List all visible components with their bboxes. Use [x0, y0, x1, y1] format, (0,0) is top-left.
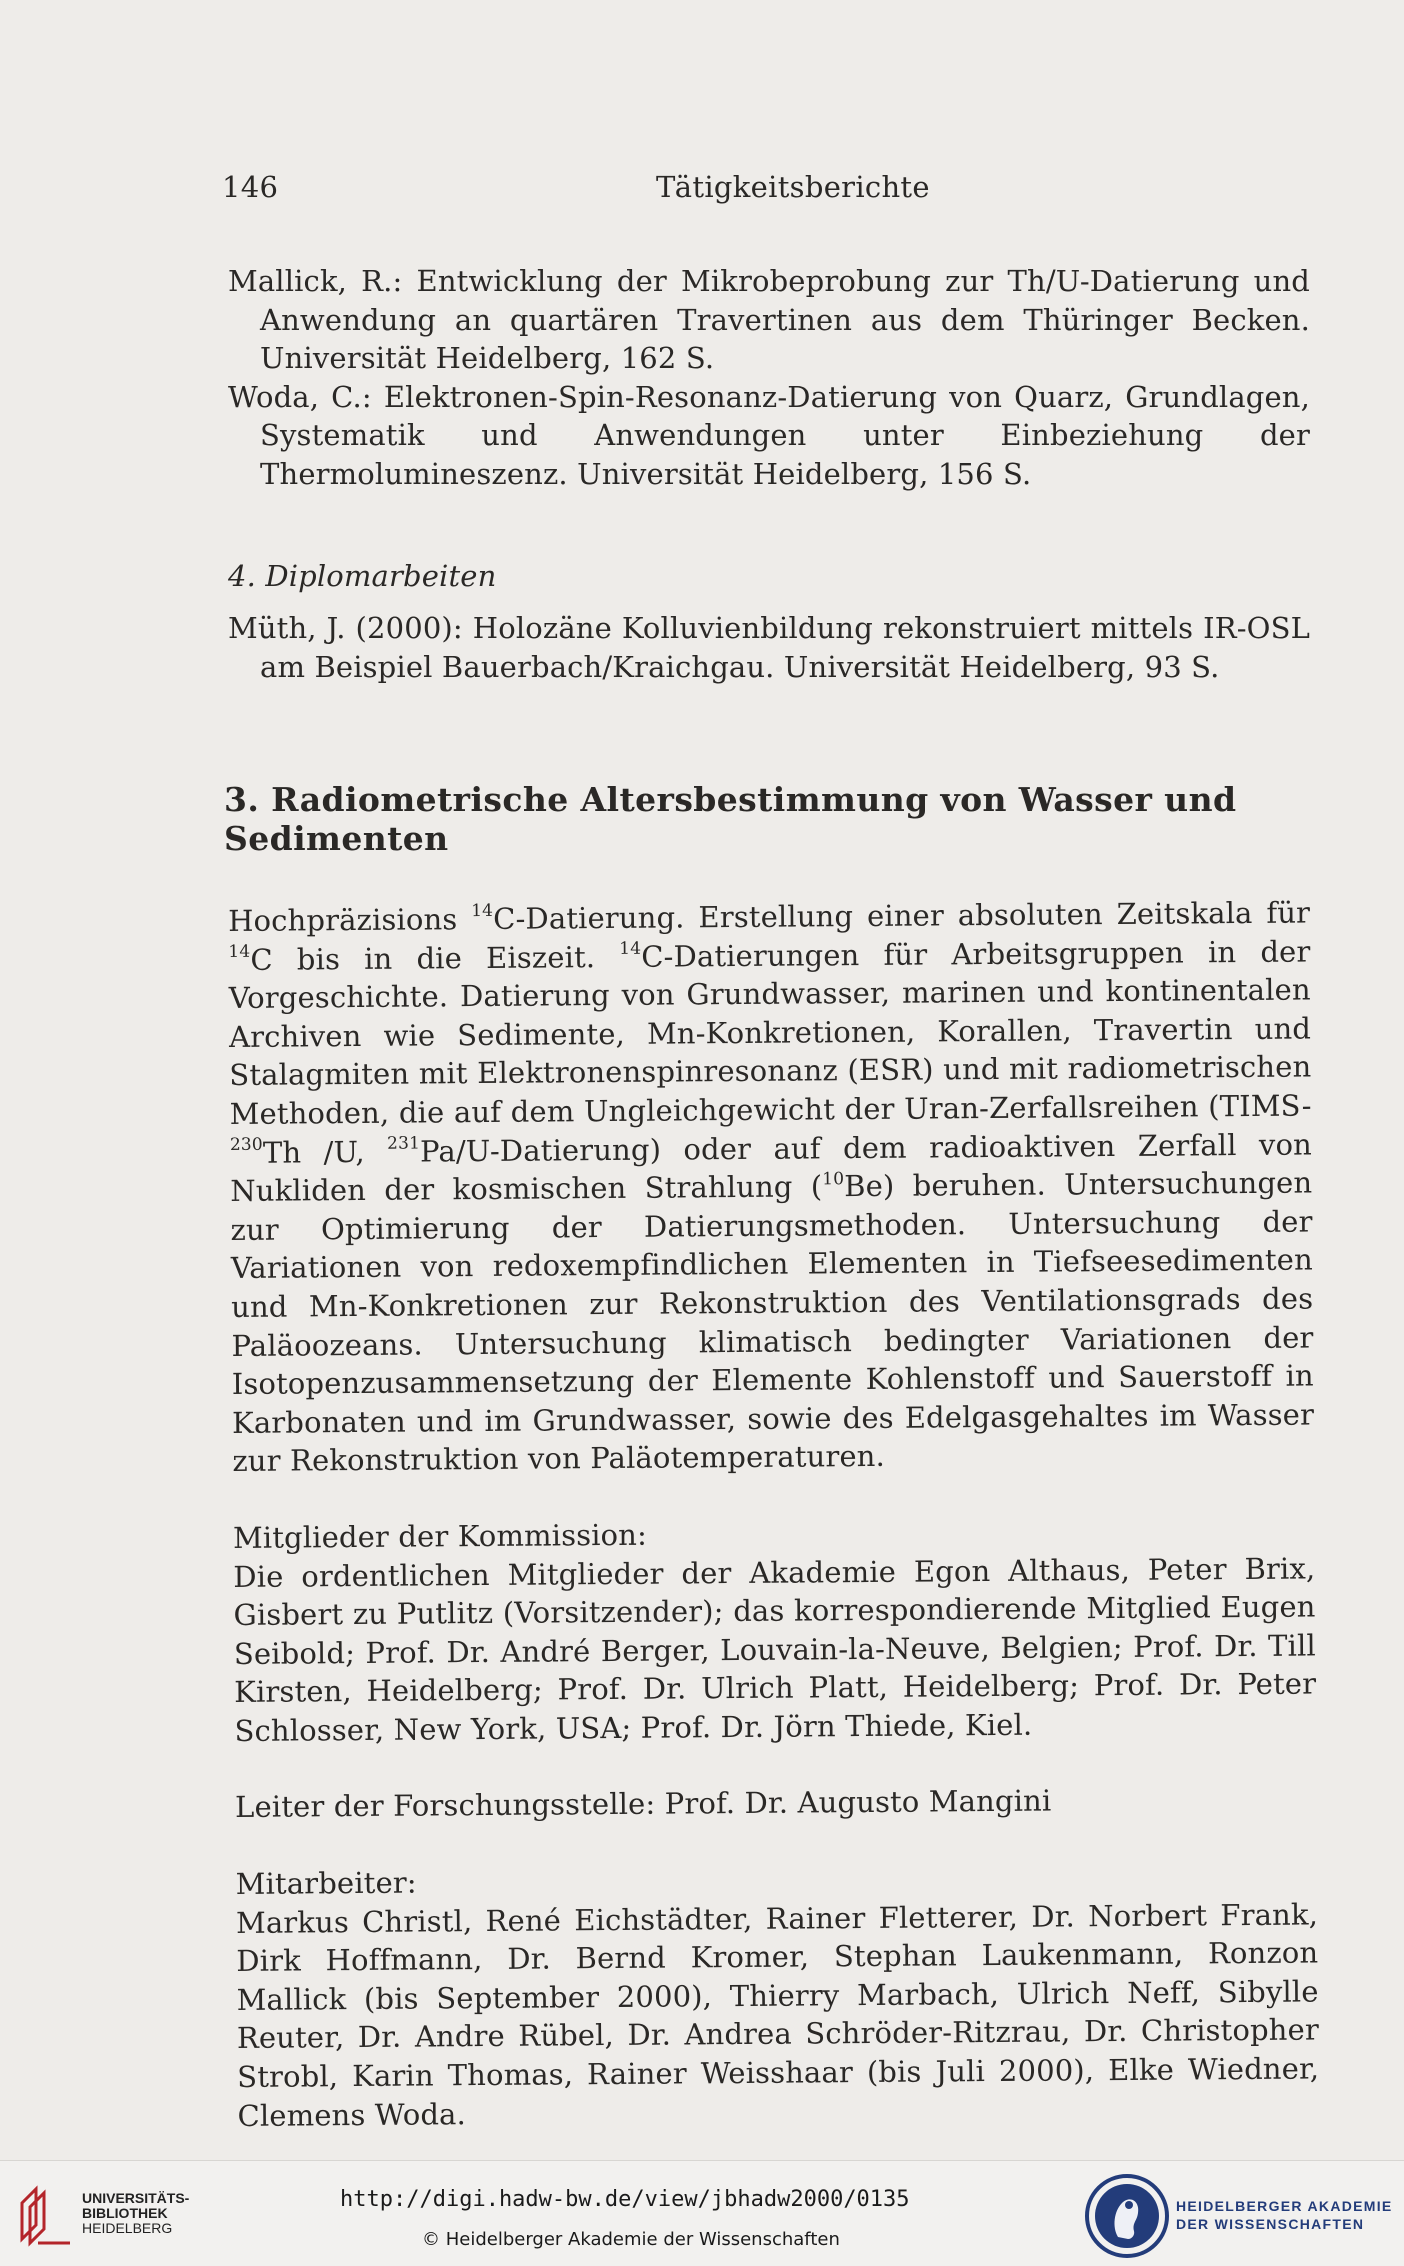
academy-seal-icon: [1082, 2171, 1172, 2261]
staff-label: Mitarbeiter:: [235, 1865, 417, 1901]
section-content: [228, 893, 1320, 2135]
staff-text: Markus Christl, René Eichstädter, Rainer Fletterer, Dr. Norbert Frank, Dirk Hoffmann, Dr. Bernd Kromer, Stephan Laukenmann, Ronzon Mallick (bis September 2000), Thierry Marbach, Ulrich Neff, Sibylle Reuter, Dr. Andre Rübel, Dr. Andrea Schröder-Ritzrau, Dr. Christopher Strobl, Karin Thomas, Rainer Weisshaar (bis Juli 2000), Elke Wiedner, Clemens Woda.: [235, 1896, 1320, 2133]
subsection-heading: 4. Diplomarbeiten: [228, 558, 497, 593]
viewer-footer: [0, 2160, 1404, 2266]
leader-line: Leiter der Forschungsstelle: Prof. Dr. Augusto Mangini: [234, 1783, 1052, 1824]
university-library-name: UNIVERSITÄTS- BIBLIOTHEK HEIDELBERG: [82, 2190, 190, 2236]
members-text: Die ordentlichen Mitglieder der Akademie Egon Althaus, Peter Brix, Gisbert zu Putlitz (Vorsitzender); das korrespondierende Mitglied Eugen Seibold; Prof. Dr. André Berger, Louvain-la-Neuve, Belgien; Prof. Dr. Till Kirsten, Heidelberg; Prof. Dr. Ulrich Platt, Heidelberg; Prof. Dr. Peter Schlosser, New York, USA; Prof. Dr. Jörn Thiede, Kiel.: [233, 1550, 1317, 1748]
bibliography-entry: Woda, C.: Elektronen-Spin-Resonanz-Datierung von Quarz, Grundlagen, Systematik und Anwendungen unter Einbeziehung der Thermolumineszenz. Universität Heidelberg, 156 S.: [228, 379, 1310, 491]
university-library-logo-icon: [14, 2183, 78, 2247]
academy-name: HEIDELBERGER AKADEMIE DER WISSENSCHAFTEN: [1176, 2198, 1393, 2232]
permalink-url[interactable]: http://digi.hadw-bw.de/view/jbhadw2000/0135: [340, 2187, 910, 2212]
page-body: [224, 262, 1320, 2135]
section-heading: 3. Radiometrische Altersbestimmung von Wasser und Sedimenten: [224, 780, 1237, 858]
running-title: Tätigkeitsberichte: [656, 170, 930, 204]
bibliography-entry: Müth, J. (2000): Holozäne Kolluvienbildung rekonstruiert mittels IR-OSL am Beispiel Bauerbach/Kraichgau. Universität Heidelberg, 93 S.: [228, 611, 1310, 684]
members-label: Mitglieder der Kommission:: [232, 1517, 648, 1555]
copyright-notice: © Heidelberger Akademie der Wissenschaften: [422, 2229, 840, 2250]
page-number: 146: [222, 170, 279, 204]
bibliography-entry: Mallick, R.: Entwicklung der Mikrobeprobung zur Th/U-Datierung und Anwendung an quartären Travertinen aus dem Thüringer Becken. Universität Heidelberg, 162 S.: [228, 264, 1310, 376]
section-intro-paragraph: Hochpräzisions $^{14}$C-Datierung. Erstellung einer absoluten Zeitskala für $^{14}$C bis in die Eiszeit. $^{14}$C-Datierungen für Arbeitsgruppen in der Vorgeschichte. Datierung von Grundwasser, marinen und kontinentalen Archiven wie Sedimente, Mn-Konkretionen, Korallen, Travertin und Stalagmiten mit Elektronenspinresonanz (ESR) und mit radiometrischen Methoden, die auf dem Ungleichgewicht der Uran-Zerfallsreihen (TIMS-$^{230}$Th /U, $^{231}$Pa/U-Datierung) oder auf dem radioaktiven Zerfall von Nukliden der kosmischen Strahlung ($^{10}$Be) beruhen. Untersuchungen zur Optimierung der Datierungsmethoden. Untersuchung der Variationen von redoxempfindlichen Elementen in Tiefseesedimenten und Mn-Konkretionen zur Rekonstruktion des Ventilationsgrads des Paläoozeans. Untersuchung klimatisch bedingter Variationen der Isotopenzusammensetzung der Elemente Kohlenstoff und Sauerstoff in Karbonaten und im Grundwasser, sowie des Edelgasgehaltes im Wasser zur Rekonstruktion von Paläotemperaturen.: [228, 895, 1315, 1478]
